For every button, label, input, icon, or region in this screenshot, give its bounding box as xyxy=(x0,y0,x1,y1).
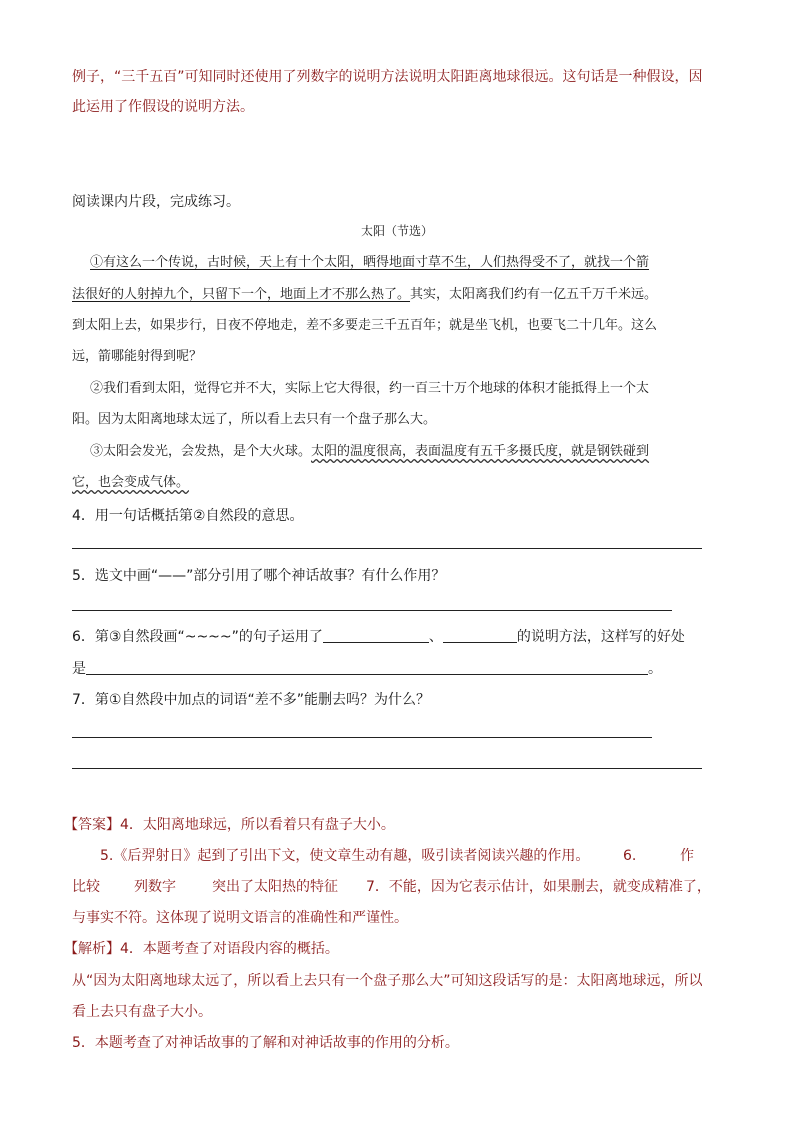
answer-line-2: 5.《后羿射日》起到了引出下文，使文章生动有趣，吸引读者阅读兴趣的作用。 xyxy=(100,848,590,864)
intro-line-2: 此运用了作假设的说明方法。 xyxy=(72,99,254,115)
separator: 、 xyxy=(428,629,443,645)
answer-6-word: 作 xyxy=(680,848,694,864)
answer-7-line-2: 与事实不符。这体现了说明文语言的准确性和严谨性。 xyxy=(72,910,408,926)
analysis-4: 4．本题考查了对语段内容的概括。 xyxy=(120,941,339,957)
question-6-text: 6．第③自然段画“~~~~”的句子运用了 xyxy=(72,629,323,645)
question-5: 5．选文中画“——”部分引用了哪个神话故事？有什么作用？ xyxy=(72,568,446,584)
answer-4: 4．太阳离地球远，所以看着只有盘子大小。 xyxy=(120,817,395,833)
fill-blank[interactable] xyxy=(86,660,648,675)
analysis-line-1 xyxy=(64,939,339,959)
answer-7-line-1: 7．不能，因为它表示估计，如果删去，就变成精准了， xyxy=(366,879,711,895)
passage-p2-line-2: 阳。因为太阳离地球太远了，所以看上去只有一个盘子那么大。 xyxy=(72,412,437,427)
question-6-text: 是 xyxy=(72,661,86,677)
myth-underlined-text: ①有这么一个传说，古时候，天上有十个太阳，晒得地面寸草不生，人们热得受不了，就找一个箭 xyxy=(90,255,650,270)
passage-p3-line-2 xyxy=(72,473,189,493)
answer-line[interactable] xyxy=(72,737,652,738)
passage-p1-line-3: 到太阳上去，如果步行，日夜不停地走，差不多要走三千五百年；就是坐飞机，也要飞二十几年。这么 xyxy=(72,318,658,333)
answer-line-1 xyxy=(64,815,395,835)
passage-p2-line-1: ②我们看到太阳，觉得它并不大，实际上它大得很，约一百三十万个地球的体积才能抵得上一个太 xyxy=(90,381,650,396)
passage-text: ③太阳会发光，会发热，是个大火球。 xyxy=(90,444,312,459)
passage-title: 太阳（节选） xyxy=(360,224,433,238)
wavy-underlined-text: 太阳的温度很高，表面温度有五千多摄氏度，就是钢铁碰到 xyxy=(311,444,650,459)
instruction: 阅读课内片段，完成练习。 xyxy=(72,194,240,210)
intro-line-1: 例子，“三千五百”可知同时还使用了列数字的说明方法说明太阳距离地球很远。这句话是一种假设，因 xyxy=(72,69,703,85)
answer-6-item-3: 突出了太阳热的特征 xyxy=(212,879,338,895)
answer-line[interactable] xyxy=(72,548,702,549)
question-6-text: 的说明方法，这样写的好处 xyxy=(516,629,685,645)
passage-p1-line-1 xyxy=(90,253,649,273)
answer-line[interactable] xyxy=(72,768,702,769)
question-6-line-2 xyxy=(72,659,662,679)
myth-underlined-text-end: 法很好的人射掉九个，只留下一个，地面上才不那么热了。 xyxy=(72,287,411,302)
answer-6-item-2: 列数字 xyxy=(134,879,176,895)
question-6 xyxy=(72,627,685,647)
analysis-line-3: 看上去只有盘子大小。 xyxy=(72,1004,212,1020)
passage-text: 其实，太阳离我们约有一亿五千万千米远。 xyxy=(410,287,658,302)
wavy-underlined-text-end: 它，也会变成气体。 xyxy=(72,475,190,490)
answer-line[interactable] xyxy=(72,610,672,611)
passage-p3-line-1 xyxy=(90,442,649,462)
passage-p1-line-2 xyxy=(72,285,657,305)
period: 。 xyxy=(648,661,662,677)
answer-6-number: 6. xyxy=(623,848,637,864)
fill-blank[interactable] xyxy=(323,628,429,643)
fill-blank[interactable] xyxy=(443,628,517,643)
passage-p1-line-4: 远，箭哪能射得到呢？ xyxy=(72,349,203,364)
analysis-line-4: 5．本题考查了对神话故事的了解和对神话故事的作用的分析。 xyxy=(72,1035,459,1051)
answer-6-item-1: 比较 xyxy=(72,879,100,895)
question-7: 7．第①自然段中加点的词语“差不多”能删去吗？为什么？ xyxy=(72,692,430,708)
question-4: 4．用一句话概括第②自然段的意思。 xyxy=(72,508,304,524)
analysis-tag: 【解析】 xyxy=(64,941,120,957)
answer-tag: 【答案】 xyxy=(64,817,120,833)
analysis-line-2: 从“因为太阳离地球太远了，所以看上去只有一个盘子那么大”可知这段话写的是：太阳离地球远，所以 xyxy=(72,973,703,989)
